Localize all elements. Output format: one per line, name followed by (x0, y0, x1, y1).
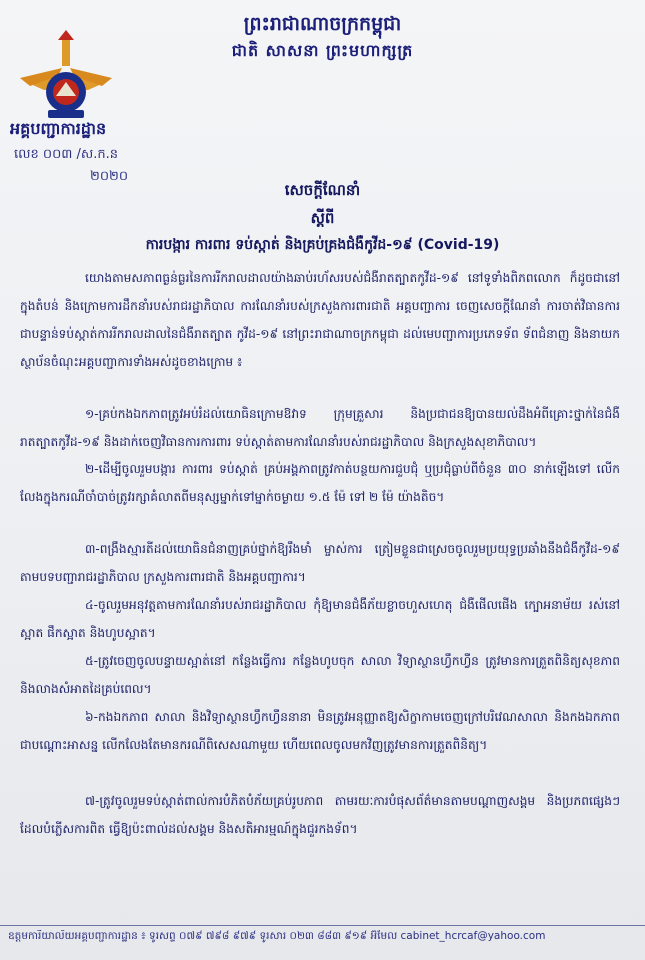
intro-text: យោងតាមសភាពធ្ងន់ធ្ងរនៃការរីករាលដាលយ៉ាងឆាប់រហ័សរបស់ជំងឺរាតត្បាតកូវីដ-១៩ នៅទូទាំងពិភពលោក ក៏ដូចជានៅក្នុងតំបន់ និងក្រោមការដឹកនាំរបស់រាជរដ្ឋាភិបាល ការណែនាំរបស់ក្រសួងការពារជាតិ អគ្គបញ្ជាការ ចេញសេចក្តីណែនាំ ការចាត់វិធានការជាបន្ទាន់ទប់ស្កាត់ការរីករាលដាលនៃជំងឺរាតត្បាត កូវីដ-១៩ នៅព្រះរាជាណាចក្រកម្ពុជា ដល់មេបញ្ជាការប្រភេទទ័ព ទ័ពជំនាញ និងនាយកស្ថាប័នចំណុះអគ្គបញ្ជាការទាំងអស់ដូចខាងក្រោម ៖ (20, 271, 620, 369)
list-item-text: ៣-ពង្រឹងស្មារតីដល់យោធិនជំនាញគ្រប់ថ្នាក់ឱ្យរឹងមាំ ម្ចាស់ការ ត្រៀមខ្លួនជាស្រេចចូលរួមប្រយុទ្ធប្រឆាំងនឹងជំងឺកូវីដ-១៩ តាមបទបញ្ជារាជរដ្ឋាភិបាល ក្រសួងការពារជាតិ និងអគ្គបញ្ជាការ។ (20, 542, 620, 584)
list-item-text: ៤-ចូលរួមអនុវត្តតាមការណែនាំរបស់រាជរដ្ឋាភិបាល កុំឱ្យមានជំងឺភ័យខ្លាចហួសហេតុ ជំងឺផើលផើង ក្បោអនាម័យ រស់នៅស្អាត ផឹកស្អាត និងហូបស្អាត។ (20, 598, 620, 640)
list-item-text: ១-គ្រប់កងឯកភាពត្រូវអប់រំដល់យោធិនក្រោមឱវាទ ក្រុមគ្រួសារ និងប្រជាជនឱ្យបានយល់ដឹងអំពីគ្រោះថ្នាក់នៃជំងឺរាតត្បាតកូវីដ-១៩ និងដាក់ចេញវិធានការការពារ ទប់ស្កាត់តាមការណែនាំរបស់រាជរដ្ឋាភិបាល និងក្រសួងសុខាភិបាល។ (20, 407, 620, 449)
national-motto: ជាតិ សាសនា ព្រះមហាក្សត្រ (231, 41, 414, 60)
list-item (20, 647, 620, 703)
list-item-text: ៥-ត្រូវចេញចូលបន្ទាយស្អាត់នៅ កន្លែងធ្វើការ កន្លែងហូបចុក សាលា វិទ្យាស្ថានហ្វឹកហ្វឺន ត្រូវមានការត្រួតពិនិត្យសុខភាព និងលាងសំអាតដៃគ្រប់ពេល។ (20, 654, 620, 696)
list-item (20, 787, 620, 843)
organization-name: អគ្គបញ្ជាការដ្ឋាន (10, 119, 107, 138)
list-item (20, 535, 620, 591)
military-emblem-icon (18, 30, 114, 126)
footer-divider (0, 925, 645, 926)
list-item (20, 703, 620, 759)
document-title: សេចក្តីណែនាំ (284, 181, 361, 199)
document-topic: ការបង្ការ ការពារ ទប់ស្កាត់ និងគ្រប់គ្រងជំងឺកូវីដ-១៩ (Covid-19) (145, 237, 500, 253)
list-item-text: ២-ដើម្បីចូលរួមបង្ការ ការពារ ទប់ស្កាត់ គ្រប់អង្គភាពត្រូវកាត់បន្ថយការជួបជុំ ឬប្រជុំធ្លាប់ពីចំនួន ៣០ នាក់ឡើងទៅ លើកលែងក្នុងករណីចាំបាច់ត្រូវរក្សាគំលាតពីមនុស្សម្នាក់ទៅម្នាក់ចម្ងាយ ១.៥ ម៉ែ ទៅ ២ ម៉ែ យ៉ាងតិច។ (20, 462, 620, 504)
list-item (20, 591, 620, 647)
intro-paragraph (20, 264, 620, 376)
list-item (20, 400, 620, 456)
list-item-text: ៦-កងឯកភាព សាលា និងវិទ្យាស្ថានហ្វឹកហ្វឺននានា មិនត្រូវអនុញ្ញាតឱ្យសិក្ខាកាមចេញក្រៅបរិវេណសាលា និងកងឯកភាពជាបណ្តោះអាសន្ន លើកលែងតែមានករណីពិសេសណាមួយ ហើយពេលចូលមកវិញត្រូវមានការត្រួតពិនិត្យ។ (20, 710, 620, 752)
document-subtitle: ស្តីពី (310, 209, 335, 227)
list-item-text: ៧-ត្រូវចូលរួមទប់ស្កាត់ពាល់ការបំភិតបំភ័យគ្រប់រូបភាព តាមរយៈការបំផុសព័ត៌មានតាមបណ្តាញសង្គម និងប្រភពផ្សេងៗដែលបំភ្លើសការពិត ធ្វើឱ្យប៉ះពាល់ដល់សង្គម និងសតិអារម្មណ៍ក្នុងជួរកងទ័ព។ (20, 794, 620, 836)
footer-contact: ឧត្តមការិយាល័យអគ្គបញ្ជាការដ្ឋាន ៖ ទូរសព្ទ ០៧៩ ៧៩៨ ៩៧៩ ទូរសារ ០២៣ ៨៨៣ ៩១៩ អ៊ីមែល cabinet_hcrcaf@yahoo.com (8, 930, 546, 942)
kingdom-heading: ព្រះរាជាណាចក្រកម្ពុជា (243, 13, 402, 35)
reference-number: លេខ ០០៣ /ស.ក.ន (14, 147, 119, 162)
list-item (20, 455, 620, 511)
document-year: ២០២០ (90, 169, 129, 184)
